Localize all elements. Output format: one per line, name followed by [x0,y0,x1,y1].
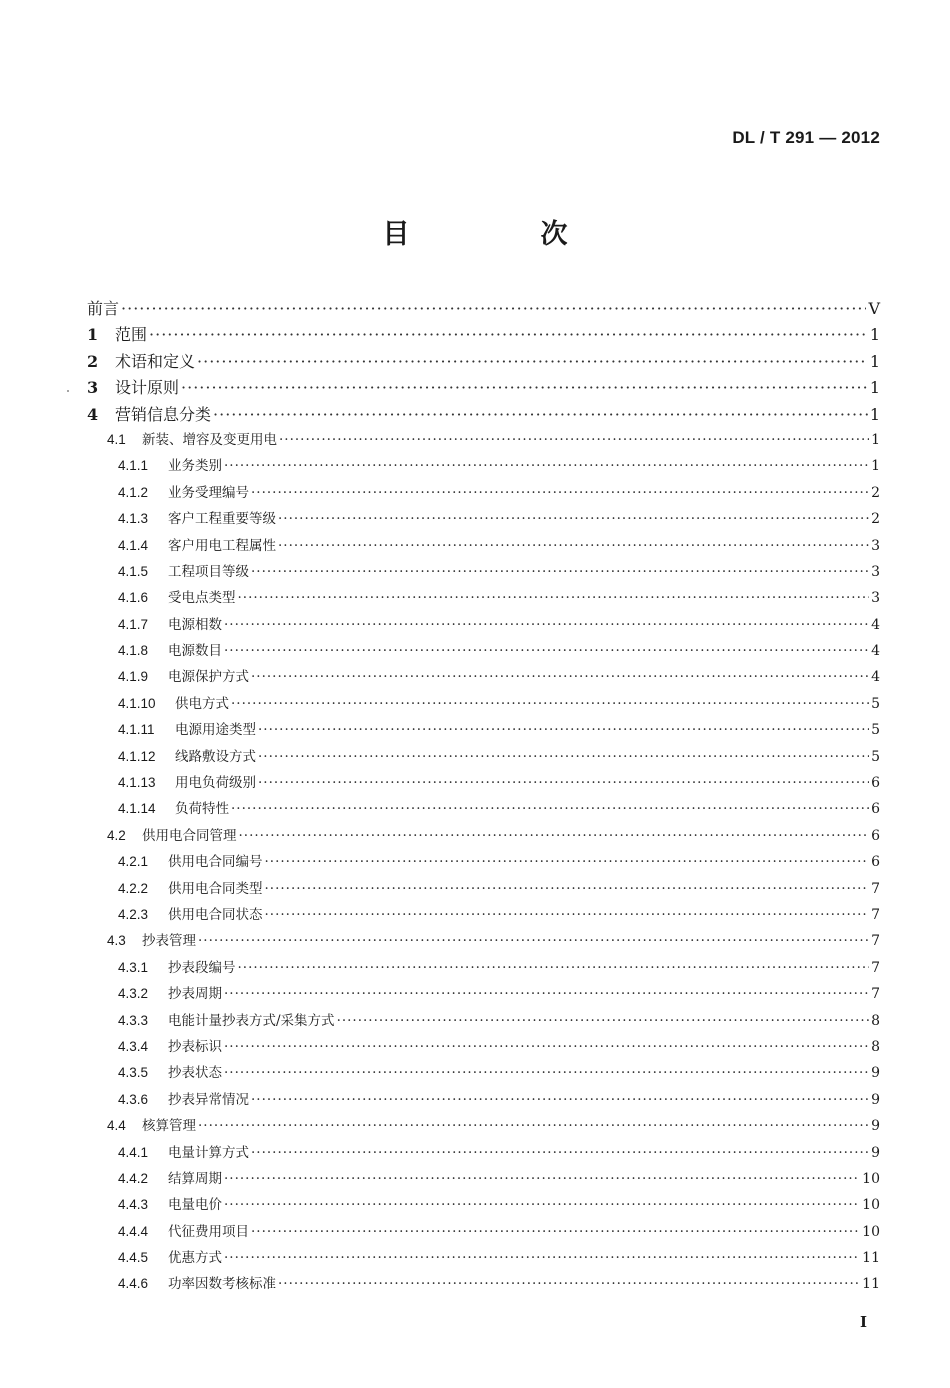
toc-entry[interactable] [87,586,880,612]
dot-leader [258,749,869,765]
dot-leader [224,617,869,633]
dot-leader [224,458,869,474]
toc-entry-page: 8 [871,1012,880,1029]
toc-entry[interactable] [87,375,880,401]
dot-leader [238,590,870,606]
toc-entry-label: 新装、增容及变更用电 [142,431,277,448]
toc-entry[interactable] [87,428,880,454]
dot-leader [197,352,868,371]
toc-entry-page: 1 [871,431,880,448]
toc-entry-page: 3 [871,590,880,607]
toc-entry-page: 2 [871,511,880,528]
dot-leader [224,1250,860,1266]
toc-entry[interactable] [87,1220,880,1246]
dot-leader [251,564,869,580]
toc-entry[interactable] [87,665,880,691]
toc-entry-label: 优惠方式 [168,1250,222,1267]
toc-entry-label: 供用电合同状态 [168,906,263,923]
dot-leader [251,1224,860,1240]
toc-entry-number: 4.3 [107,933,126,949]
toc-entry-page: 9 [871,1118,880,1135]
toc-entry-page: 1 [869,378,880,398]
toc-entry-label: 客户用电工程属性 [168,537,276,554]
toc-entry-page: 4 [871,669,880,686]
toc-entry[interactable] [87,349,880,375]
dot-leader [198,1118,869,1134]
dot-leader [258,722,869,738]
toc-entry[interactable] [87,481,880,507]
toc-entry-page: 10 [862,1170,880,1187]
toc-entry-page: 11 [862,1250,880,1267]
toc-entry-number: 4.1.5 [118,563,149,579]
standard-code: DL / T 291 — 2012 [732,128,880,147]
toc-entry-label: 抄表段编号 [168,959,236,976]
dot-leader [238,960,870,976]
toc-entry-number: 3 [87,378,99,398]
toc-entry[interactable] [87,903,880,929]
dot-leader [231,696,869,712]
toc-entry-page: 9 [871,1065,880,1082]
toc-entry-label: 术语和定义 [115,351,196,371]
toc-entry-number: 4.1.6 [118,590,149,606]
toc-entry-page: 7 [871,959,880,976]
dot-leader [198,933,869,949]
toc-entry[interactable] [87,1061,880,1087]
toc-entry-number: 4.3.3 [118,1012,149,1028]
toc-entry-label: 核算管理 [142,1118,196,1135]
toc-entry[interactable] [87,745,880,771]
toc-entry[interactable] [87,1114,880,1140]
toc-entry-label: 工程项目等级 [168,563,249,580]
toc-entry-number: 4.1.1 [118,458,149,474]
toc-entry-page: 1 [871,458,880,475]
toc-entry-page: 1 [869,351,880,371]
toc-entry-label: 电量计算方式 [168,1144,249,1161]
toc-entry-page: 6 [871,801,880,818]
toc-entry-label: 代征费用项目 [168,1223,249,1240]
toc-entry-number: 4.1.3 [118,511,149,527]
dot-leader [265,907,870,923]
toc-entry[interactable] [87,613,880,639]
toc-entry-number: 4.4.5 [118,1250,149,1266]
toc-entry[interactable] [87,322,880,348]
dot-leader [278,1276,860,1292]
dot-leader [121,299,866,318]
toc-entry-page: 7 [871,933,880,950]
toc-entry-page: 10 [862,1223,880,1240]
toc-entry-label: 电源数目 [168,643,222,660]
toc-entry[interactable] [87,1246,880,1272]
toc-entry[interactable] [87,929,880,955]
dot-leader [181,378,868,397]
toc-entry[interactable] [87,560,880,586]
toc-entry-page: 8 [871,1038,880,1055]
page-title: 目 次 [382,219,620,250]
toc-entry[interactable] [87,639,880,665]
toc-entry-page: 11 [862,1276,880,1293]
dot-leader [149,325,868,344]
toc-entry-label: 抄表标识 [168,1038,222,1055]
toc-entry-label: 业务受理编号 [168,484,249,501]
toc-entry-label: 电源保护方式 [168,669,249,686]
toc-entry[interactable] [87,877,880,903]
toc-entry-label: 客户工程重要等级 [168,511,276,528]
table-of-contents [87,296,880,1299]
toc-entry-label: 用电负荷级别 [175,775,256,792]
toc-entry-number: 4.3.1 [118,959,149,975]
toc-entry-label: 营销信息分类 [115,404,212,424]
toc-entry-page: 7 [871,906,880,923]
toc-entry[interactable] [87,956,880,982]
toc-entry-number: 4.4.1 [118,1144,149,1160]
dot-leader [279,432,869,448]
toc-entry-number: 4.3.2 [118,986,149,1002]
toc-entry-number: 4.4.2 [118,1170,149,1186]
toc-entry-page: 7 [871,986,880,1003]
toc-entry[interactable] [87,534,880,560]
toc-entry-label: 电源用途类型 [175,722,256,739]
toc-entry-page: 2 [871,484,880,501]
toc-entry[interactable] [87,718,880,744]
dot-leader [278,511,869,527]
toc-entry-label: 电量电价 [168,1197,222,1214]
toc-entry[interactable] [87,824,880,850]
toc-entry-page: 7 [871,880,880,897]
dot-leader [224,1065,869,1081]
toc-entry-number: 4.3.6 [118,1091,149,1107]
toc-entry-page: 9 [871,1144,880,1161]
toc-entry[interactable] [87,850,880,876]
toc-entry-number: 2 [87,351,99,371]
toc-entry[interactable] [87,1088,880,1114]
toc-entry-number: 4.1 [107,431,126,447]
toc-entry[interactable] [87,1272,880,1298]
toc-entry-page: 5 [871,695,880,712]
scan-speck [67,390,69,392]
toc-entry-number: 4.1.14 [118,801,156,817]
dot-leader [251,485,869,501]
toc-entry-number: 4 [87,404,99,424]
toc-entry-number: 4.1.10 [118,695,156,711]
toc-entry-label: 业务类别 [168,458,222,475]
toc-entry-page: 4 [871,616,880,633]
dot-leader [258,775,869,791]
toc-entry-number: 4.2.1 [118,854,149,870]
toc-entry-number: 4.1.9 [118,669,149,685]
toc-entry-number: 4.4.3 [118,1197,149,1213]
dot-leader [278,538,869,554]
toc-entry-number: 4.4.4 [118,1223,149,1239]
dot-leader [239,828,870,844]
dot-leader [337,1013,870,1029]
toc-entry-label: 供电方式 [175,695,229,712]
dot-leader [224,1039,869,1055]
toc-entry-number: 4.3.4 [118,1038,149,1054]
toc-entry-page: 3 [871,537,880,554]
dot-leader [224,643,869,659]
toc-entry[interactable] [87,692,880,718]
toc-entry-page: 5 [871,722,880,739]
toc-entry-label: 前言 [87,299,120,318]
toc-entry[interactable] [87,771,880,797]
dot-leader [251,1092,869,1108]
toc-entry-label: 供用电合同管理 [142,827,237,844]
toc-entry[interactable] [87,982,880,1008]
toc-entry-page: 5 [871,748,880,765]
toc-entry[interactable] [87,454,880,480]
dot-leader [213,405,868,424]
dot-leader [251,1145,869,1161]
toc-entry-number: 4.1.8 [118,643,149,659]
toc-entry-page: 3 [871,563,880,580]
toc-entry-label: 抄表状态 [168,1065,222,1082]
toc-entry-number: 4.2.3 [118,906,149,922]
toc-entry-page: 6 [871,827,880,844]
toc-entry-page: 9 [871,1091,880,1108]
toc-entry-page: 10 [862,1197,880,1214]
toc-entry-label: 供用电合同编号 [168,854,263,871]
toc-entry-label: 电能计量抄表方式/采集方式 [168,1012,335,1029]
toc-entry-number: 4.1.2 [118,484,149,500]
toc-entry-page: 6 [871,854,880,871]
toc-entry-label: 抄表周期 [168,986,222,1003]
dot-leader [224,986,869,1002]
toc-entry[interactable] [87,507,880,533]
toc-entry-label: 线路敷设方式 [175,748,256,765]
dot-leader [231,801,869,817]
page-number: I [859,1313,867,1331]
toc-entry-label: 设计原则 [115,378,180,398]
toc-entry-label: 供用电合同类型 [168,880,263,897]
toc-entry-page: 6 [871,775,880,792]
toc-entry-page: 1 [869,404,880,424]
toc-entry-number: 4.1.4 [118,537,149,553]
toc-entry-label: 功率因数考核标准 [168,1276,276,1293]
toc-entry-label: 负荷特性 [175,801,229,818]
toc-entry-label: 受电点类型 [168,590,236,607]
toc-entry-label: 范围 [115,325,148,345]
toc-entry-page: V [868,299,880,318]
toc-entry[interactable] [87,1035,880,1061]
toc-entry-number: 4.2 [107,827,126,843]
toc-entry-page: 4 [871,643,880,660]
toc-entry-label: 抄表异常情况 [168,1091,249,1108]
dot-leader [224,1171,860,1187]
toc-entry-number: 4.3.5 [118,1065,149,1081]
toc-entry-number: 4.4.6 [118,1276,149,1292]
dot-leader [251,669,869,685]
toc-entry-number: 4.4 [107,1118,126,1134]
toc-entry-number: 4.2.2 [118,880,149,896]
toc-entry-number: 4.1.12 [118,748,156,764]
toc-entry-page: 1 [869,325,880,345]
toc-entry[interactable] [87,1167,880,1193]
toc-entry[interactable] [87,1009,880,1035]
toc-entry-number: 4.1.7 [118,616,149,632]
dot-leader [265,881,870,897]
toc-entry[interactable] [87,1141,880,1167]
toc-entry-number: 4.1.11 [118,722,155,738]
toc-entry-number: 4.1.13 [118,775,156,791]
toc-entry[interactable] [87,296,880,322]
dot-leader [265,854,870,870]
toc-entry-label: 抄表管理 [142,933,196,950]
toc-entry-label: 电源相数 [168,616,222,633]
toc-entry-label: 结算周期 [168,1170,222,1187]
dot-leader [224,1197,860,1213]
toc-entry[interactable] [87,1193,880,1219]
toc-entry[interactable] [87,402,880,428]
toc-entry[interactable] [87,797,880,823]
toc-entry-number: 1 [87,325,99,345]
